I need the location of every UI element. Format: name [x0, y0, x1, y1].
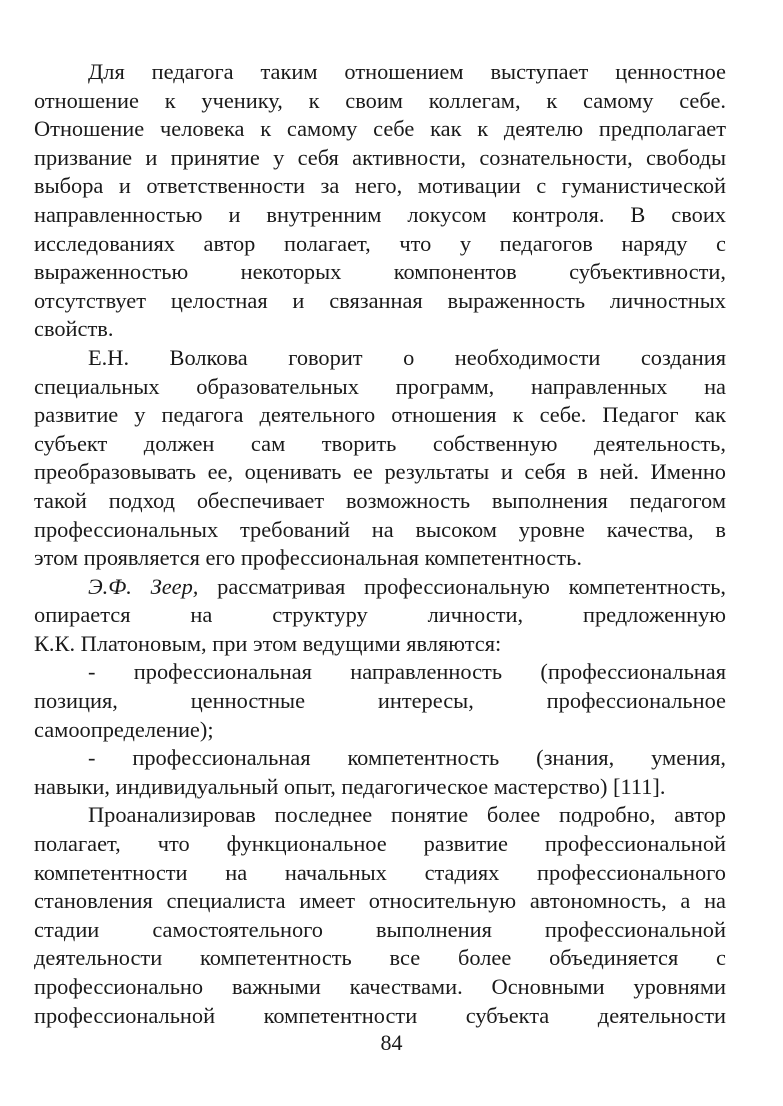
paragraph-1: [34, 58, 726, 344]
body-text: [34, 58, 726, 1030]
text-line: самоопределение);: [34, 716, 214, 742]
text-line: позиция, ценностные интересы, профессиональное: [34, 688, 726, 714]
text-line: стадии самостоятельного выполнения профессиональной: [34, 916, 726, 942]
text-line: [34, 573, 726, 602]
text-line: Отношение человека к самому себе как к деятелю предполагает: [34, 116, 726, 142]
paragraph-4: [34, 801, 726, 1030]
text-line: полагает, что функциональное развитие профессиональной: [34, 831, 726, 857]
text-line: специальных образовательных программ, направленных на: [34, 373, 726, 399]
text-line: Для педагога таким отношением выступает ценностное: [88, 59, 726, 84]
text-line: выбора и ответственности за него, мотивации с гуманистической: [34, 173, 726, 199]
text-fragment: рассматривая профессиональную компетентность,: [198, 573, 727, 599]
text-line: Е.Н. Волкова говорит о необходимости создания: [88, 344, 726, 370]
text-line: Проанализировав последнее понятие более подробно, автор: [88, 802, 726, 828]
text-line: отсутствует целостная и связанная выраженность личностных: [34, 287, 726, 313]
author-name: Э.Ф. Зеер,: [88, 573, 199, 599]
text-line: деятельности компетентность все более объединяется с: [34, 945, 726, 971]
text-line: направленностью и внутренним локусом контроля. В своих: [34, 201, 726, 227]
text-line: - профессиональная компетентность (знания, умения,: [88, 745, 726, 771]
text-line: свойств.: [34, 316, 114, 342]
list-item-direction: [34, 658, 726, 744]
text-line: К.К. Платоновым, при этом ведущими являются:: [34, 630, 502, 656]
paragraph-2: [34, 344, 726, 573]
text-line: становления специалиста имеет относительную автономность, а на: [34, 888, 726, 914]
text-line: компетентности на начальных стадиях профессионального: [34, 859, 726, 885]
text-line: призвание и принятие у себя активности, сознательности, свободы: [34, 144, 726, 170]
paragraph-3: [34, 573, 726, 659]
text-line: профессиональной компетентности субъекта деятельности: [34, 1002, 726, 1028]
page-number: 84: [380, 1030, 403, 1055]
text-line: выраженностью некоторых компонентов субъективности,: [34, 259, 726, 285]
text-line: такой подход обеспечивает возможность выполнения педагогом: [34, 487, 726, 513]
text-line: исследованиях автор полагает, что у педагогов наряду с: [34, 230, 726, 256]
text-line: отношение к ученику, к своим коллегам, к самому себе.: [34, 87, 726, 113]
text-line: профессионально важными качествами. Основными уровнями: [34, 974, 726, 999]
text-line: профессиональных требований на высоком уровне качества, в: [34, 516, 726, 542]
text-line: этом проявляется его профессиональная компетентность.: [34, 545, 582, 571]
text-line: опирается на структуру личности, предложенную: [34, 602, 726, 628]
text-line: - профессиональная направленность (профессиональная: [88, 659, 726, 685]
text-line: преобразовывать ее, оценивать ее результаты и себя в ней. Именно: [34, 459, 726, 485]
text-line: субъект должен сам творить собственную деятельность,: [34, 430, 726, 456]
text-line: развитие у педагога деятельного отношения к себе. Педагог как: [34, 402, 726, 428]
list-item-competence: [34, 744, 726, 801]
text-line: навыки, индивидуальный опыт, педагогическое мастерство) [111].: [34, 773, 666, 799]
